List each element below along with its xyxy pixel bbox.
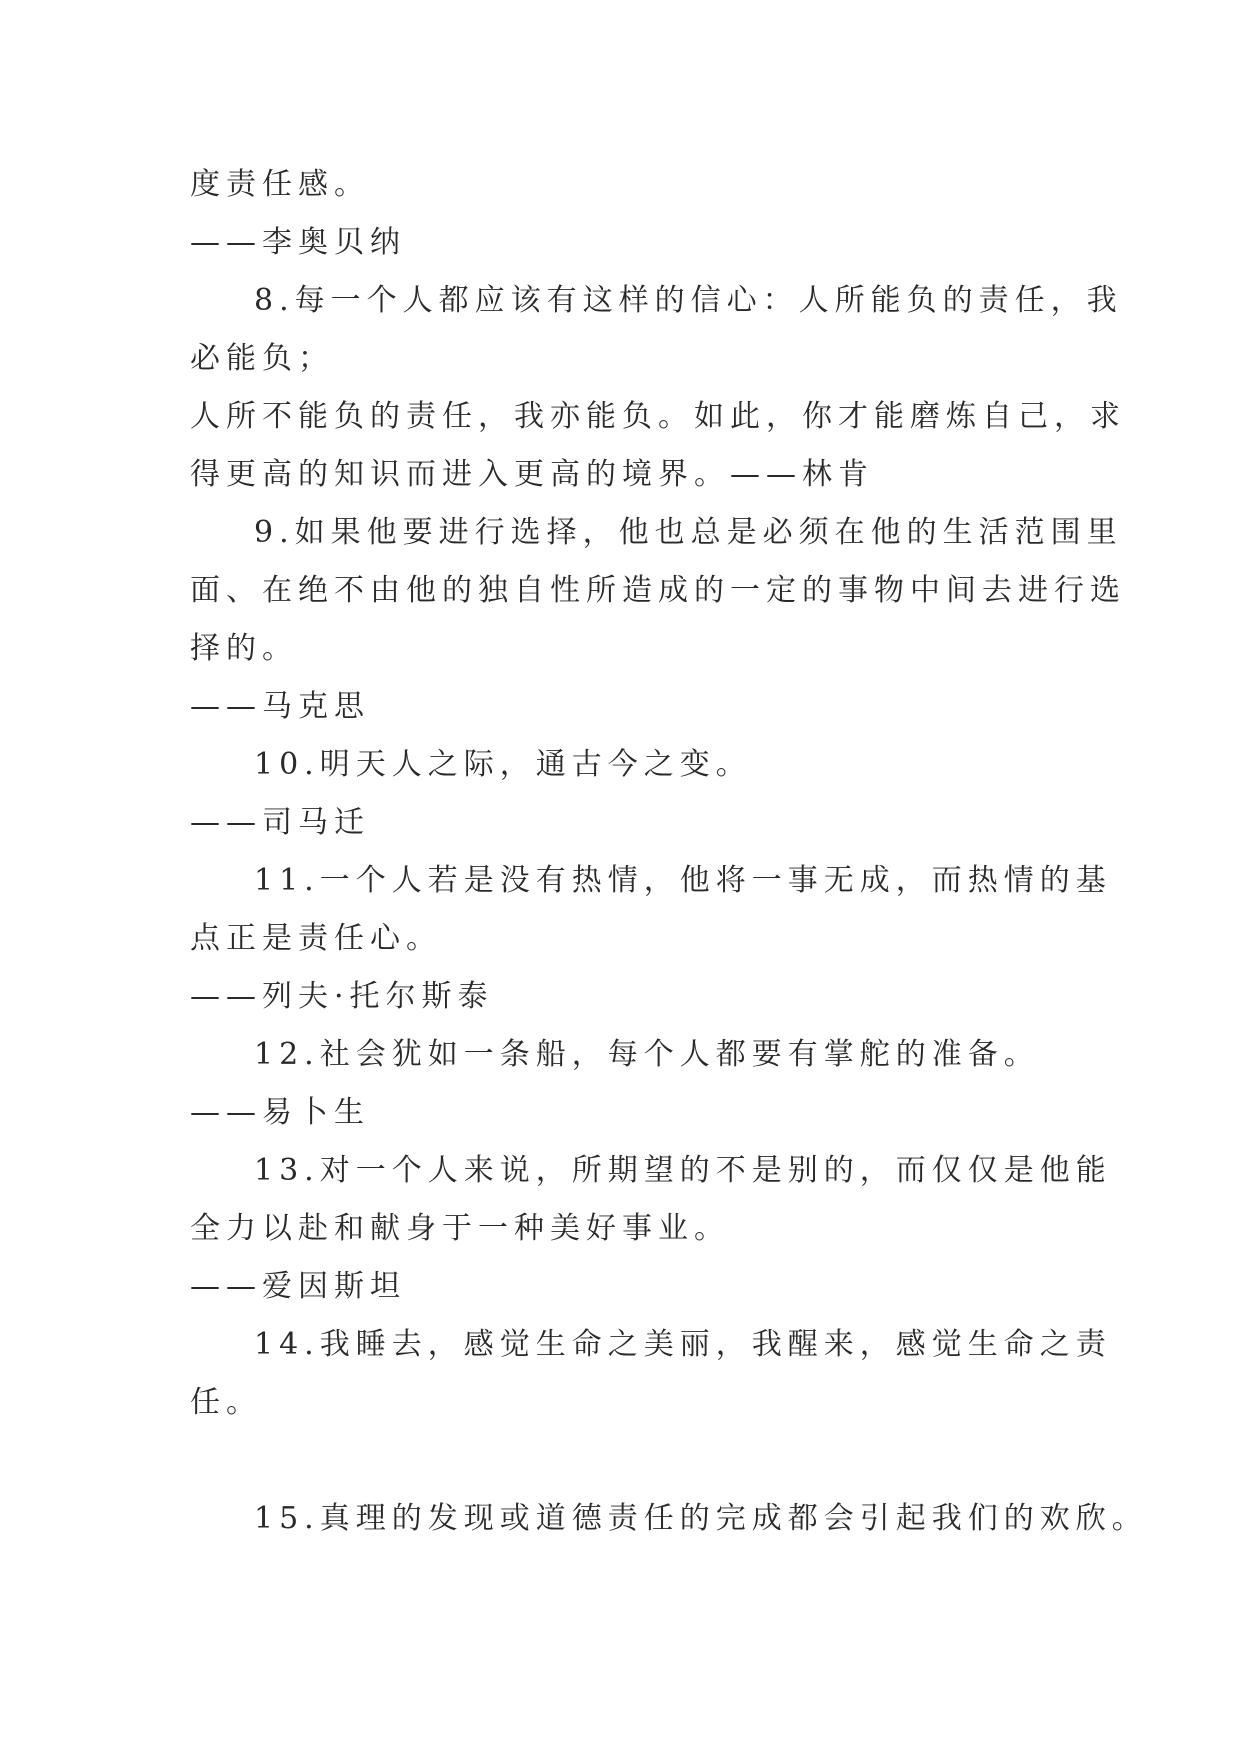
text-line: 得更高的知识而进入更高的境界。——林肯 bbox=[190, 457, 874, 492]
text-line: 任。 bbox=[190, 1385, 262, 1420]
quote-line: 8.每一个人都应该有这样的信心：人所能负的责任，我 bbox=[254, 283, 1123, 318]
quote-line: 9.如果他要进行选择，他也总是必须在他的生活范围里 bbox=[254, 515, 1123, 550]
text-line: 择的。 bbox=[190, 631, 298, 666]
text-line: 面、在绝不由他的独自性所造成的一定的事物中间去进行选 bbox=[190, 573, 1126, 608]
quote-line: 12.社会犹如一条船，每个人都要有掌舵的准备。 bbox=[254, 1037, 1040, 1072]
quote-line: 10.明天人之际，通古今之变。 bbox=[254, 747, 752, 782]
author-line: ——易卜生 bbox=[190, 1095, 370, 1130]
author-line: ——爱因斯坦 bbox=[190, 1269, 406, 1304]
text-line: 全力以赴和献身于一种美好事业。 bbox=[190, 1211, 730, 1246]
text-line: 度责任感。 bbox=[190, 167, 370, 202]
author-line: ——马克思 bbox=[190, 689, 370, 724]
text-line: 人所不能负的责任，我亦能负。如此，你才能磨炼自己，求 bbox=[190, 399, 1126, 434]
author-line: ——李奥贝纳 bbox=[190, 225, 406, 260]
author-line: ——司马迁 bbox=[190, 805, 370, 840]
author-line: ——列夫·托尔斯泰 bbox=[190, 979, 494, 1014]
quote-line: 11.一个人若是没有热情，他将一事无成，而热情的基 bbox=[254, 863, 1112, 898]
quote-line: 14.我睡去，感觉生命之美丽，我醒来，感觉生命之责 bbox=[254, 1327, 1112, 1362]
quote-line: 13.对一个人来说，所期望的不是别的，而仅仅是他能 bbox=[254, 1153, 1112, 1188]
quote-line: 15.真理的发现或道德责任的完成都会引起我们的欢欣。 bbox=[254, 1501, 1148, 1536]
text-line: 必能负； bbox=[190, 341, 334, 376]
text-line: 点正是责任心。 bbox=[190, 921, 442, 956]
